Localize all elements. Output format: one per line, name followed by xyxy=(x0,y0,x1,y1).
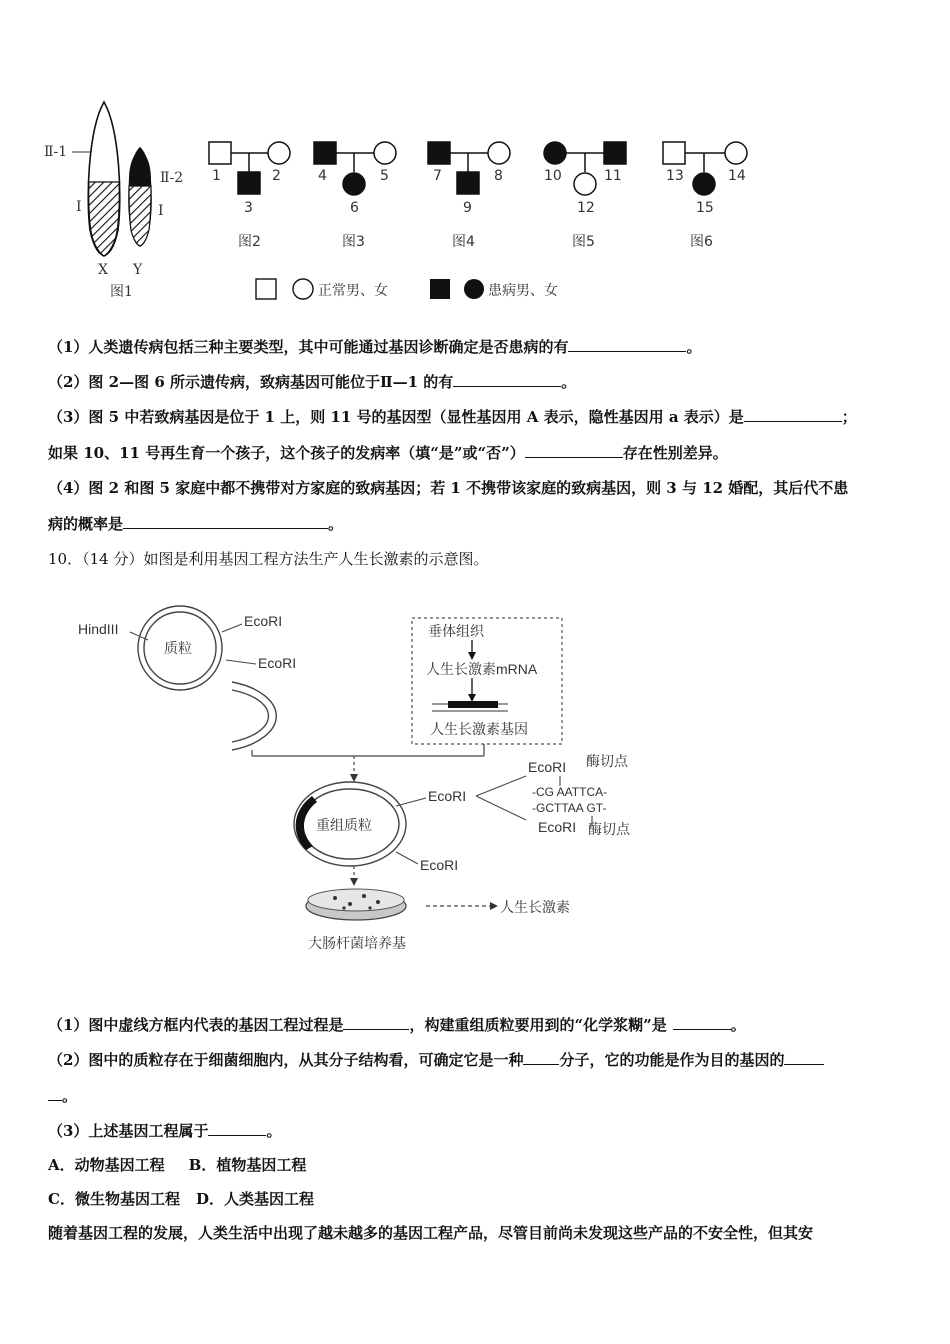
q10-part3: （3）上述基因工程属于 。 xyxy=(48,1122,282,1140)
sequence-bottom: -GCTTAA GT- xyxy=(532,801,607,815)
ecori-label-bottom: EcoRI xyxy=(258,655,297,671)
figure-5-label: 图5 xyxy=(572,234,595,250)
num-15: 15 xyxy=(696,200,714,216)
label-II-1: Ⅱ-1 xyxy=(44,144,68,160)
q9-answer-blank-3[interactable] xyxy=(744,406,842,422)
option-a[interactable]: A．动物基因工程 xyxy=(48,1156,165,1174)
gene-engineering-diagram xyxy=(60,600,680,970)
medium-label: 大肠杆菌培养基 xyxy=(308,935,406,951)
label-X: X xyxy=(98,262,108,278)
pedigree-figure xyxy=(0,90,950,310)
num-6: 6 xyxy=(350,200,359,216)
legend-normal-male-icon xyxy=(256,279,276,299)
q10-options-row1 xyxy=(48,1154,306,1175)
q10-options-row2 xyxy=(48,1188,314,1209)
plasmid xyxy=(78,606,296,690)
q10-tail-text: 随着基因工程的发展，人类生活中出现了越未越多的基因工程产品，尽管目前尚未发现这些产品的不安全性，但其安 xyxy=(48,1224,814,1242)
cut-site-label-top: 酶切点 xyxy=(586,753,628,769)
q10-answer-blank-4[interactable] xyxy=(784,1049,824,1065)
label-I-right: Ⅰ xyxy=(158,203,164,219)
num-8: 8 xyxy=(494,168,503,184)
q9-part4a: （4）图 2 和图 5 家庭中都不携带对方家庭的致病基因；若 1 不携带该家庭的致病基因，则 3 与 12 婚配，其后代不患 xyxy=(48,479,849,497)
q10-answer-blank-5[interactable] xyxy=(208,1120,266,1136)
ecori-label-cut-top: EcoRI xyxy=(528,759,567,775)
hormone-label: 人生长激素 xyxy=(500,899,570,915)
num-12: 12 xyxy=(577,200,595,216)
ecori-label-cut-bottom: EcoRI xyxy=(538,819,577,835)
legend-affected-male-icon xyxy=(430,279,450,299)
pedigree-legend xyxy=(256,279,558,299)
option-c[interactable]: C．微生物基因工程 xyxy=(48,1190,180,1208)
pituitary-label: 垂体组织 xyxy=(428,623,484,639)
num-3: 3 xyxy=(244,200,253,216)
q10-header: 10．（14 分）如图是利用基因工程方法生产人生长激素的示意图。 xyxy=(48,550,489,568)
q9-answer-blank-5[interactable] xyxy=(123,513,328,529)
q9-answer-blank-1[interactable] xyxy=(568,336,686,352)
mrna-label: 人生长激素mRNA xyxy=(426,661,538,677)
q9-part2: （2）图 2—图 6 所示遗传病，致病基因可能位于Ⅱ—1 的有 。 xyxy=(48,373,577,391)
gene-label: 人生长激素基因 xyxy=(430,721,528,737)
legend-normal-female-icon xyxy=(293,279,313,299)
num-14: 14 xyxy=(728,168,746,184)
figure-6-label: 图6 xyxy=(690,234,713,250)
legend-affected-female-icon xyxy=(464,279,484,299)
q10-answer-blank-4-cont[interactable] xyxy=(48,1085,62,1101)
q9-part1: （1）人类遗传病包括三种主要类型，其中可能通过基因诊断确定是否患病的有 。 xyxy=(48,338,702,356)
label-II-2: Ⅱ-2 xyxy=(160,170,184,186)
num-5: 5 xyxy=(380,168,389,184)
legend-affected-text: 患病男、女 xyxy=(488,283,558,299)
num-2: 2 xyxy=(272,168,281,184)
num-13: 13 xyxy=(666,168,684,184)
num-1: 1 xyxy=(212,168,221,184)
q10-part2-cont: 。 xyxy=(48,1085,77,1106)
figure-2-label: 图2 xyxy=(238,234,261,250)
num-11: 11 xyxy=(604,168,622,184)
chromosome-diagram xyxy=(44,102,183,300)
num-9: 9 xyxy=(463,200,472,216)
recombinant-plasmid xyxy=(294,782,406,866)
q9-part4b: 病的概率是 。 xyxy=(48,515,344,533)
num-10: 10 xyxy=(544,168,562,184)
q9-part3a: （3）图 5 中若致病基因是位于 1 上，则 11 号的基因型（显性基因用 A 表示，隐性基因用 a 表示）是 ； xyxy=(48,408,857,426)
q10-part1: （1）图中虚线方框内代表的基因工程过程是 ，构建重组质粒要用到的“化学浆糊”是 。 xyxy=(48,1016,746,1034)
figure-4-label: 图4 xyxy=(452,234,475,250)
ecori-label-recomb-bottom: EcoRI xyxy=(420,857,459,873)
ecori-label-recomb-top: EcoRI xyxy=(428,788,467,804)
num-4: 4 xyxy=(318,168,327,184)
legend-normal-text: 正常男、女 xyxy=(318,283,388,299)
q9-answer-blank-2[interactable] xyxy=(453,371,561,387)
sequence-top: -CG AATTCA- xyxy=(532,785,608,799)
cut-site-label-bottom: 酶切点 xyxy=(588,821,630,837)
recombinant-label: 重组质粒 xyxy=(316,817,372,833)
figure-3-label: 图3 xyxy=(342,234,365,250)
plasmid-label: 质粒 xyxy=(164,640,192,656)
hindiii-label: HindIII xyxy=(78,621,119,637)
ecori-label-top: EcoRI xyxy=(244,613,283,629)
q10-part2: （2）图中的质粒存在于细菌细胞内，从其分子结构看，可确定它是一种 分子，它的功能是作为目的基因的 xyxy=(48,1049,824,1070)
petri-dish xyxy=(306,889,406,920)
q10-answer-blank-3[interactable] xyxy=(523,1049,559,1065)
q9-answer-blank-4[interactable] xyxy=(525,442,623,458)
num-7: 7 xyxy=(433,168,442,184)
q9-part3b: 如果 10、11 号再生育一个孩子，这个孩子的发病率（填“是”或“否”） 存在性别差异。 xyxy=(48,444,728,462)
figure-labels xyxy=(238,234,713,250)
label-Y: Y xyxy=(133,262,143,278)
option-d[interactable]: D．人类基因工程 xyxy=(195,1190,314,1208)
figure-1-label: 图1 xyxy=(110,284,133,300)
label-I-left: Ⅰ xyxy=(76,199,82,215)
option-b[interactable]: B．植物基因工程 xyxy=(188,1156,307,1174)
q10-answer-blank-1[interactable] xyxy=(343,1014,409,1030)
q10-answer-blank-2[interactable] xyxy=(673,1014,731,1030)
gene-bar xyxy=(448,701,498,708)
